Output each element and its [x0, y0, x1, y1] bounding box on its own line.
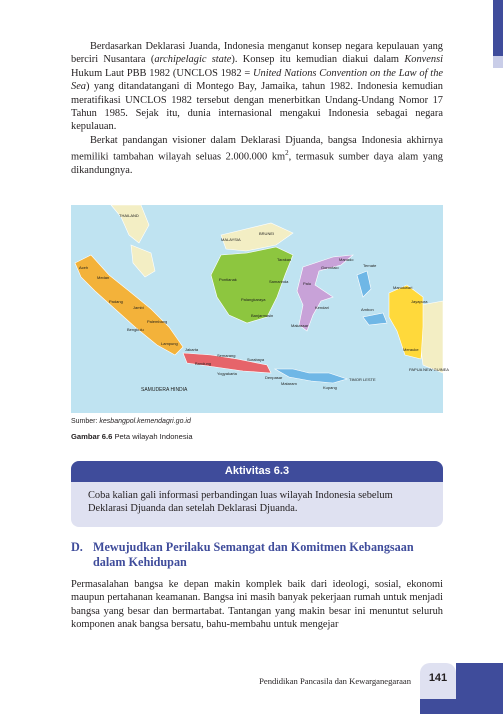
intro-paragraphs	[71, 40, 443, 178]
map-label-semarang: Semarang	[217, 353, 236, 358]
indonesia-map	[71, 205, 449, 413]
map-label-brunei: BRUNEI	[259, 231, 275, 236]
section-letter: D.	[71, 540, 83, 554]
footer-book-title: Pendidikan Pancasila dan Kewarganegaraan	[259, 676, 411, 686]
footer-band-right	[456, 663, 503, 699]
map-label-bandung: Bandung	[195, 361, 212, 366]
map-label-ocean: SAMUDERA HINDIA	[141, 387, 188, 393]
footer-band	[420, 699, 503, 714]
activity-body: Coba kalian gali informasi perbandingan luas wilayah Indonesia sebelum Deklarasi Djuanda dan setelah Deklarasi Djuanda.	[88, 490, 393, 515]
map-label-manokwari: Manokwari	[393, 285, 413, 290]
map-label-medan: Medan	[97, 275, 110, 280]
map-label-bengkulu: Bengkulu	[127, 327, 144, 332]
map-label-manado: Manado	[339, 257, 354, 262]
map-label-yogyakarta: Yogyakarta	[217, 371, 237, 376]
map-label-jakarta: Jakarta	[185, 347, 199, 352]
map-label-surabaya: Surabaya	[247, 357, 265, 362]
activity-box	[71, 461, 443, 527]
map-label-kendari: Kendari	[315, 305, 329, 310]
map-label-ternate: Ternate	[363, 263, 377, 268]
map-label-thailand: THAILAND	[119, 213, 139, 218]
map-label-timor-leste: TIMOR LESTE	[349, 377, 376, 382]
chapter-edge-tab-light	[493, 56, 503, 68]
section-heading	[71, 540, 443, 570]
map-label-lampung: Lampung	[161, 341, 178, 346]
map-label-palangkaraya: Palangkaraya	[241, 297, 266, 302]
chapter-edge-tab	[493, 0, 503, 56]
map-label-malaysia: MALAYSIA	[221, 237, 241, 242]
activity-title: Aktivitas 6.3	[71, 461, 443, 482]
figure-caption: Gambar 6.6 Peta wilayah Indonesia	[71, 432, 193, 441]
map-label-padang: Padang	[109, 299, 123, 304]
map-maluku	[357, 271, 387, 325]
map-label-png: PAPUA NEW GUINEA	[409, 367, 449, 372]
map-label-kupang: Kupang	[323, 385, 337, 390]
map-label-pontianak: Pontianak	[219, 277, 237, 282]
page-number: 141	[420, 663, 456, 699]
map-label-mataram: Mataram	[281, 381, 297, 386]
map-label-ambon: Ambon	[361, 307, 374, 312]
map-label-samarinda: Samarinda	[269, 279, 289, 284]
map-label-palembang: Palembang	[147, 319, 168, 324]
map-label-makassar: Makassar	[291, 323, 309, 328]
body-paragraph-3: Permasalahan bangsa ke depan makin komplek baik dari ideologi, sosial, ekonomi maupun pertahanan keamanan. Bangsa ini masih banyak pekerjaan rumah untuk menjadi bangsa yang besar dan bermartabat. Tantangan yang makin besar ini menuntut seluruh komponen anak bangsa bersatu, bahu-membahu untuk mengejar	[71, 579, 443, 631]
section-title: Mewujudkan Perilaku Semangat dan Komitmen Kebangsaan dalam Kehidupan	[93, 540, 414, 569]
intro-paragraph-2: Berkat pandangan visioner dalam Deklarasi Djuanda, bangsa Indonesia akhirnya memiliki tambahan wilayah seluas 2.000.000 $km^2$, termasuk sumber daya alam yang dikandungnya.	[71, 134, 443, 177]
map-label-jayapura: Jayapura	[411, 299, 428, 304]
map-label-gorontalo: Gorontalo	[321, 265, 339, 270]
map-sumatra	[75, 255, 183, 355]
map-label-jambi: Jambi	[133, 305, 144, 310]
map-label-tarakan: Tarakan	[277, 257, 292, 262]
map-label-aceh: Aceh	[79, 265, 89, 270]
map-label-merauke: Merauke	[403, 347, 419, 352]
map-neighbor-malaysia	[131, 245, 155, 277]
map-label-banjarmasin: Banjarmasin	[251, 313, 274, 318]
map-neighbor-thailand	[111, 205, 149, 243]
intro-paragraph-1: Berdasarkan Deklarasi Juanda, Indonesia menganut konsep negara kepulauan yang berciri Nusantara (archipelagic state). Konsep itu kemudian diakui dalam Konvensi Hukum Laut PBB 1982 (UNCLOS 1982 = United Nations Convention on the Law of the Sea) yang ditandatangani di Montego Bay, Jamaika, tahun 1982. Indonesia kemudian meratifikasi UNCLOS 1982 tersebut dengan menerbitkan Undang-Undang Nomor 17 Tahun 1985. Sejak itu, dunia internasional mengakui Indonesia sebagai negara kepulauan.	[71, 41, 443, 133]
figure-source: Sumber: kesbangpol.kemendagri.go.id	[71, 418, 191, 425]
map-label-palu: Palu	[303, 281, 312, 286]
map-label-denpasar: Denpasar	[265, 375, 283, 380]
indonesia-map-svg	[71, 205, 449, 413]
